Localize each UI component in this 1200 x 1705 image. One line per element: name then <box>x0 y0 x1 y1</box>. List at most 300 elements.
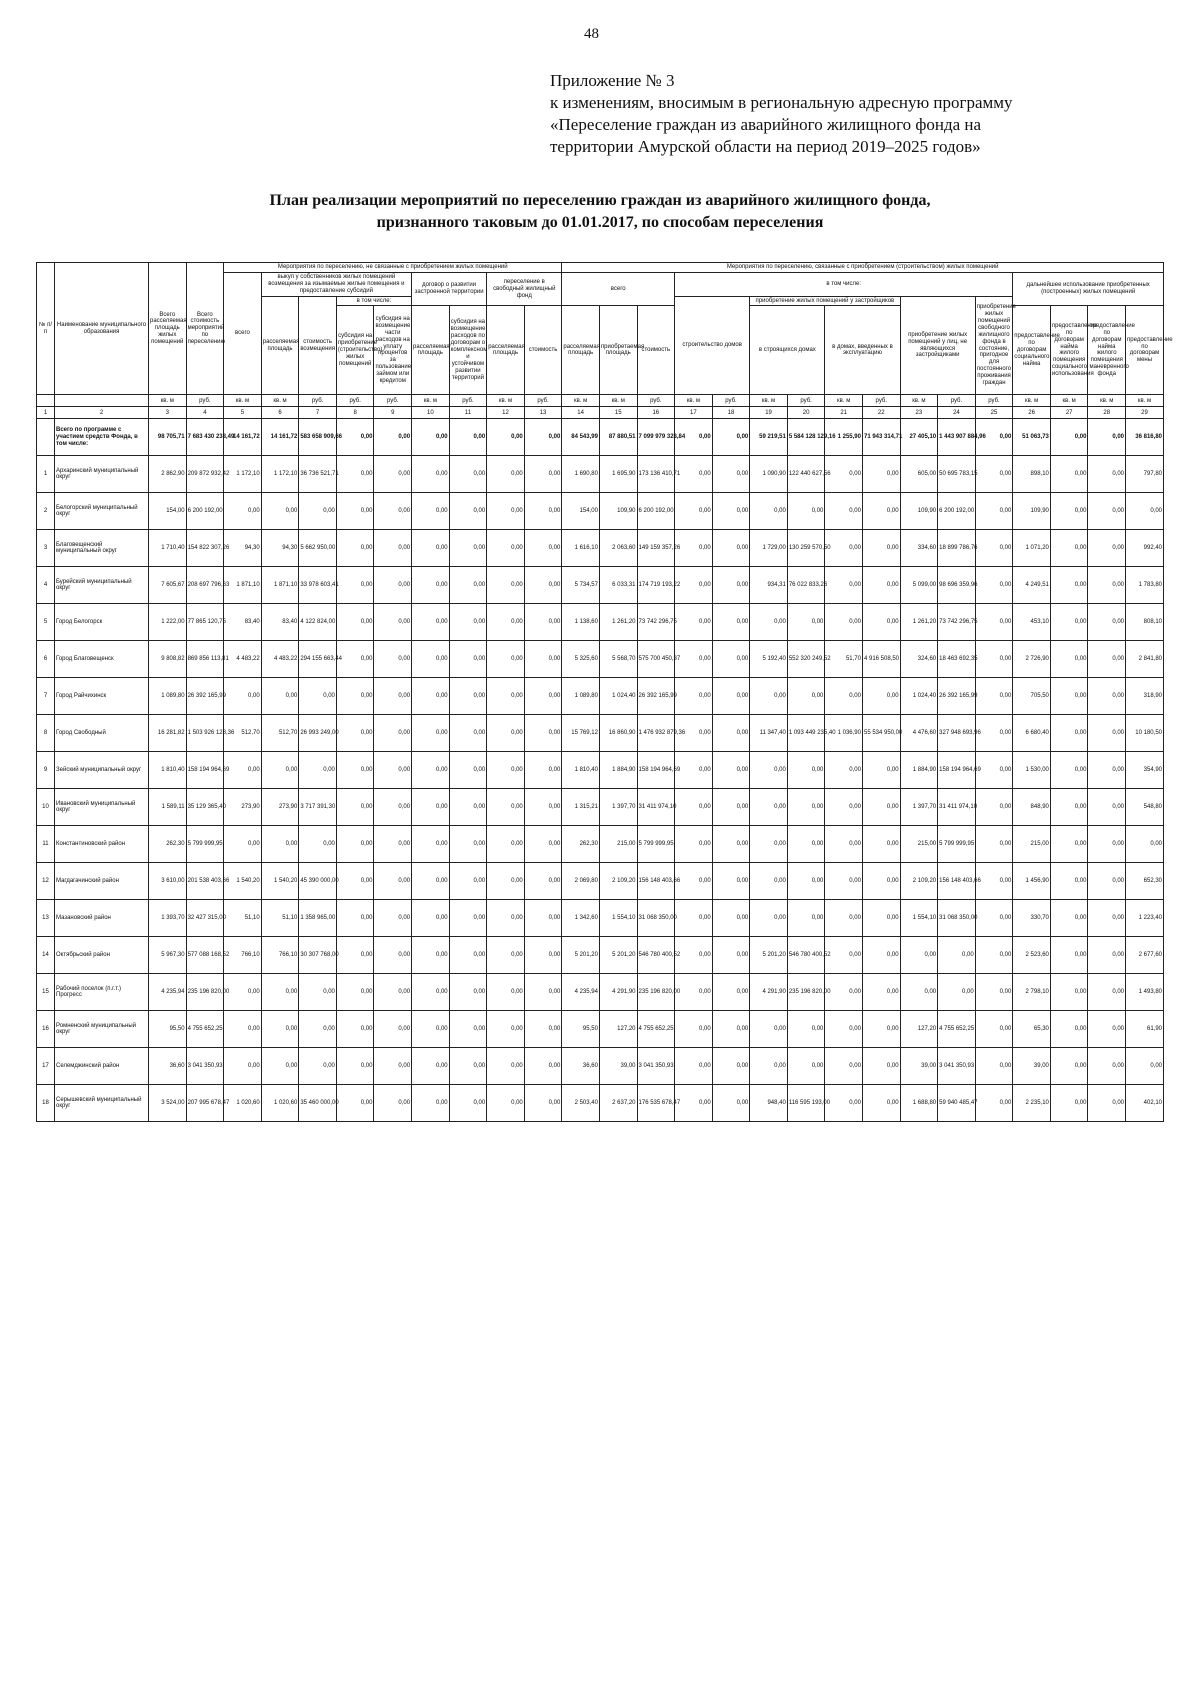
table-cell: 0,00 <box>675 752 713 789</box>
table-cell: 766,10 <box>261 937 299 974</box>
table-cell: 7 099 979 328,84 <box>637 419 675 456</box>
col-commercial-social: предоставление по договорам найма жилого помещения социального использования <box>1050 306 1088 395</box>
table-cell: 36 816,80 <box>1126 419 1164 456</box>
column-number-cell: 13 <box>524 407 562 419</box>
header-group-not-related: Мероприятия по переселению, не связанные с приобретением жилых помещений <box>224 263 562 273</box>
table-cell: 0,00 <box>675 1011 713 1048</box>
unit-cell: кв. м <box>1050 395 1088 407</box>
unit-cell: руб. <box>975 395 1013 407</box>
plan-title <box>50 190 1150 233</box>
units-row <box>37 395 1164 407</box>
table-cell: 0,00 <box>299 974 337 1011</box>
table-cell: 2 841,80 <box>1126 641 1164 678</box>
table-cell: 0,00 <box>900 937 938 974</box>
table-row <box>37 937 1164 974</box>
header-total-area: Всего расселяемая площадь жилых помещений <box>149 263 187 395</box>
column-number-cell: 1 <box>37 407 55 419</box>
appendix-line: «Переселение граждан из аварийного жилищного фонда на <box>550 115 982 135</box>
table-cell: 1 456,90 <box>1013 863 1051 900</box>
table-cell: 0,00 <box>1088 419 1126 456</box>
municipality-name: Благовещенский муниципальный округ <box>55 530 149 567</box>
col-subsidy-purchase: субсидия на приобретение (строительство) жилых помещений <box>336 306 374 395</box>
table-cell: 0,00 <box>1050 937 1088 974</box>
table-cell: 149 159 357,26 <box>637 530 675 567</box>
table-cell: 0,00 <box>1050 900 1088 937</box>
table-cell: 1 397,70 <box>599 789 637 826</box>
table-cell: 0,00 <box>675 493 713 530</box>
table-cell: 0,00 <box>336 1048 374 1085</box>
table-cell: 1 554,10 <box>900 900 938 937</box>
table-cell: 6 200 192,00 <box>186 493 224 530</box>
row-number: 7 <box>37 678 55 715</box>
table-cell: 0,00 <box>374 1011 412 1048</box>
table-cell: 32 427 315,00 <box>186 900 224 937</box>
table-cell: 0,00 <box>412 419 450 456</box>
table-cell: 4 291,90 <box>750 974 788 1011</box>
header-vsego-related: всего <box>562 272 675 306</box>
table-cell: 0,00 <box>675 530 713 567</box>
table-cell: 0,00 <box>787 752 825 789</box>
table-cell: 0,00 <box>862 789 900 826</box>
table-cell: 5 967,30 <box>149 937 187 974</box>
table-cell: 0,00 <box>1050 641 1088 678</box>
table-cell: 0,00 <box>975 567 1013 604</box>
table-cell: 0,00 <box>712 530 750 567</box>
table-cell: 546 780 400,52 <box>637 937 675 974</box>
table-cell: 0,00 <box>1088 678 1126 715</box>
table-cell: 26 993 249,00 <box>299 715 337 752</box>
col-sale: предоставление по договорам мены <box>1126 306 1164 395</box>
row-number: 3 <box>37 530 55 567</box>
table-cell: 0,00 <box>449 641 487 678</box>
table-cell: 4 235,94 <box>149 974 187 1011</box>
table-cell: 273,90 <box>261 789 299 826</box>
table-cell: 0,00 <box>336 863 374 900</box>
table-cell: 7 605,67 <box>149 567 187 604</box>
table-cell: 2 503,40 <box>562 1085 600 1122</box>
table-cell: 0,00 <box>412 937 450 974</box>
row-number <box>37 419 55 456</box>
table-cell: 1 024,40 <box>599 678 637 715</box>
table-row-total <box>37 419 1164 456</box>
table-cell: 176 535 678,47 <box>637 1085 675 1122</box>
table-cell: 1 540,20 <box>261 863 299 900</box>
municipality-name: Ивановский муниципальный округ <box>55 789 149 826</box>
table-cell: 0,00 <box>449 1085 487 1122</box>
column-number-cell: 9 <box>374 407 412 419</box>
table-cell: 1 530,00 <box>1013 752 1051 789</box>
table-cell: 3 717 391,30 <box>299 789 337 826</box>
table-cell: 0,00 <box>825 1048 863 1085</box>
table-cell: 215,00 <box>900 826 938 863</box>
appendix-line: к изменениям, вносимым в региональную адресную программу <box>550 93 1013 113</box>
table-cell: 4 483,22 <box>224 641 262 678</box>
table-cell: 3 041 350,93 <box>637 1048 675 1085</box>
table-cell: 0,00 <box>487 752 525 789</box>
table-cell: 0,00 <box>750 863 788 900</box>
table-cell: 0,00 <box>487 937 525 974</box>
table-cell: 0,00 <box>712 456 750 493</box>
table-cell: 98 696 359,96 <box>938 567 976 604</box>
unit-cell: кв. м <box>750 395 788 407</box>
table-cell: 0,00 <box>975 456 1013 493</box>
table-cell: 0,00 <box>487 641 525 678</box>
header-in-operation: в домах, введенных в эксплуатацию <box>825 306 900 395</box>
municipality-name: Зейский муниципальный округ <box>55 752 149 789</box>
table-cell: 0,00 <box>412 826 450 863</box>
table-cell: 4 755 652,25 <box>938 1011 976 1048</box>
table-cell: 0,00 <box>675 937 713 974</box>
table-row <box>37 604 1164 641</box>
unit-cell: руб. <box>374 395 412 407</box>
table-cell: 992,40 <box>1126 530 1164 567</box>
table-cell: 0,00 <box>412 789 450 826</box>
table-cell: 1 261,20 <box>900 604 938 641</box>
appendix-line: территории Амурской области на период 2019–2025 годов» <box>550 137 981 157</box>
unit-cell: руб. <box>938 395 976 407</box>
table-cell: 0,00 <box>449 715 487 752</box>
table-cell: 1 089,80 <box>149 678 187 715</box>
table-cell: 215,00 <box>599 826 637 863</box>
header-in-construction: в строящихся домах <box>750 306 825 395</box>
column-number-cell: 14 <box>562 407 600 419</box>
table-cell: 0,00 <box>261 826 299 863</box>
table-cell: 158 194 964,69 <box>938 752 976 789</box>
table-cell: 0,00 <box>712 937 750 974</box>
table-cell: 0,00 <box>862 678 900 715</box>
col-resettled-area: расселяемая площадь <box>261 296 299 395</box>
table-cell: 0,00 <box>862 1085 900 1122</box>
table-cell: 0,00 <box>712 863 750 900</box>
municipality-name: Город Благовещенск <box>55 641 149 678</box>
table-cell: 0,00 <box>261 678 299 715</box>
table-cell: 87 880,51 <box>599 419 637 456</box>
table-cell: 0,00 <box>336 678 374 715</box>
table-cell: 0,00 <box>1050 1085 1088 1122</box>
table-cell: 0,00 <box>712 1085 750 1122</box>
table-cell: 0,00 <box>412 493 450 530</box>
table-cell: 705,50 <box>1013 678 1051 715</box>
table-cell: 1 493,80 <box>1126 974 1164 1011</box>
table-cell: 83,40 <box>224 604 262 641</box>
table-cell: 0,00 <box>374 604 412 641</box>
table-cell: 0,00 <box>412 456 450 493</box>
table-cell: 0,00 <box>750 789 788 826</box>
table-cell: 0,00 <box>787 1048 825 1085</box>
table-cell: 327 948 693,96 <box>938 715 976 752</box>
table-cell: 0,00 <box>449 1011 487 1048</box>
row-number: 16 <box>37 1011 55 1048</box>
table-cell: 6 200 192,00 <box>637 493 675 530</box>
column-number-cell: 3 <box>149 407 187 419</box>
table-cell: 0,00 <box>336 641 374 678</box>
unit-cell: кв. м <box>1126 395 1164 407</box>
table-cell: 797,80 <box>1126 456 1164 493</box>
table-cell: 5 734,57 <box>562 567 600 604</box>
row-number: 1 <box>37 456 55 493</box>
table-cell: 652,30 <box>1126 863 1164 900</box>
table-cell: 1 172,10 <box>224 456 262 493</box>
table-cell: 3 041 350,93 <box>186 1048 224 1085</box>
table-cell: 0,00 <box>524 1085 562 1122</box>
table-cell: 0,00 <box>825 456 863 493</box>
table-cell: 605,00 <box>900 456 938 493</box>
table-cell: 934,31 <box>750 567 788 604</box>
table-row <box>37 493 1164 530</box>
column-number-cell: 19 <box>750 407 788 419</box>
table-cell: 0,00 <box>787 1011 825 1048</box>
column-number-cell: 12 <box>487 407 525 419</box>
table-cell: 0,00 <box>449 604 487 641</box>
table-cell: 5 325,60 <box>562 641 600 678</box>
table-cell: 0,00 <box>374 752 412 789</box>
column-number-cell: 11 <box>449 407 487 419</box>
table-cell: 154 822 307,26 <box>186 530 224 567</box>
table-cell: 0,00 <box>787 678 825 715</box>
column-number-cell: 24 <box>938 407 976 419</box>
table-cell: 0,00 <box>336 937 374 974</box>
table-cell: 2 063,60 <box>599 530 637 567</box>
table-cell: 1 397,70 <box>900 789 938 826</box>
table-cell: 1 783,80 <box>1126 567 1164 604</box>
table-cell: 0,00 <box>412 641 450 678</box>
column-numbers-row <box>37 407 1164 419</box>
table-cell: 0,00 <box>1050 974 1088 1011</box>
table-cell: 1 729,00 <box>750 530 788 567</box>
table-cell: 2 109,20 <box>900 863 938 900</box>
plan-table <box>36 262 1173 1122</box>
table-cell: 1 315,21 <box>562 789 600 826</box>
table-cell: 2 677,60 <box>1126 937 1164 974</box>
row-number: 13 <box>37 900 55 937</box>
table-cell: 0,00 <box>787 863 825 900</box>
header-development-contract: договор о развитии застроенной территории <box>412 272 487 306</box>
col-subsidy-payment: субсидия на возмещение части расходов на уплату процентов за пользование займом или кредитом <box>374 306 412 395</box>
table-cell: 0,00 <box>336 493 374 530</box>
table-cell: 14 161,72 <box>224 419 262 456</box>
table-cell: 2 862,90 <box>149 456 187 493</box>
table-cell: 3 610,00 <box>149 863 187 900</box>
table-cell: 0,00 <box>750 826 788 863</box>
table-cell: 6 680,40 <box>1013 715 1051 752</box>
table-cell: 16 860,90 <box>599 715 637 752</box>
table-cell: 0,00 <box>825 604 863 641</box>
column-number-cell: 20 <box>787 407 825 419</box>
table-cell: 0,00 <box>449 530 487 567</box>
unit-cell <box>37 395 55 407</box>
table-cell: 1 688,80 <box>900 1085 938 1122</box>
header-in-that-number-sub: в том числе: <box>336 296 411 306</box>
municipality-name: Город Свободный <box>55 715 149 752</box>
table-cell: 0,00 <box>825 1011 863 1048</box>
row-number: 14 <box>37 937 55 974</box>
column-number-cell: 16 <box>637 407 675 419</box>
table-cell: 55 534 950,00 <box>862 715 900 752</box>
table-cell: 94,30 <box>224 530 262 567</box>
table-cell: 0,00 <box>524 419 562 456</box>
table-cell: 0,00 <box>1050 863 1088 900</box>
column-number-cell: 21 <box>825 407 863 419</box>
column-number-cell: 2 <box>55 407 149 419</box>
table-cell: 1 222,00 <box>149 604 187 641</box>
table-cell: 0,00 <box>449 937 487 974</box>
table-cell: 0,00 <box>374 493 412 530</box>
col-total-acquired: приобретаемая площадь <box>599 306 637 395</box>
table-cell: 0,00 <box>1050 715 1088 752</box>
municipality-name: Город Райчихинск <box>55 678 149 715</box>
table-cell: 0,00 <box>336 974 374 1011</box>
unit-cell: руб. <box>449 395 487 407</box>
table-cell: 1 020,60 <box>224 1085 262 1122</box>
table-row <box>37 530 1164 567</box>
table-cell: 0,00 <box>336 604 374 641</box>
table-cell: 5 568,70 <box>599 641 637 678</box>
table-cell: 0,00 <box>675 1085 713 1122</box>
table-cell: 1 710,40 <box>149 530 187 567</box>
table-cell: 0,00 <box>1088 789 1126 826</box>
table-cell: 59 219,51 <box>750 419 788 456</box>
table-cell: 51,10 <box>261 900 299 937</box>
table-row <box>37 1085 1164 1122</box>
table-cell: 0,00 <box>412 974 450 1011</box>
row-number: 4 <box>37 567 55 604</box>
table-cell: 0,00 <box>374 678 412 715</box>
table-cell: 0,00 <box>524 530 562 567</box>
table-cell: 0,00 <box>1088 826 1126 863</box>
column-number-cell: 18 <box>712 407 750 419</box>
table-cell: 0,00 <box>336 900 374 937</box>
table-cell: 1 093 449 235,40 <box>787 715 825 752</box>
table-cell: 27 405,10 <box>900 419 938 456</box>
table-cell: 1 884,90 <box>900 752 938 789</box>
table-cell: 0,00 <box>412 678 450 715</box>
table-cell: 35 129 365,40 <box>186 789 224 826</box>
table-cell: 0,00 <box>975 604 1013 641</box>
table-cell: 0,00 <box>975 419 1013 456</box>
table-cell: 1 589,11 <box>149 789 187 826</box>
table-cell: 0,00 <box>449 863 487 900</box>
table-cell: 1 554,10 <box>599 900 637 937</box>
table-cell: 2 109,20 <box>599 863 637 900</box>
table-cell: 156 148 403,66 <box>938 863 976 900</box>
table-cell: 0,00 <box>1126 493 1164 530</box>
table-cell: 5 799 999,95 <box>938 826 976 863</box>
header-free-fund: переселение в свободный жилищный фонд <box>487 272 562 306</box>
table-cell: 1 090,90 <box>750 456 788 493</box>
table-cell: 0,00 <box>1050 493 1088 530</box>
column-number-cell: 26 <box>1013 407 1051 419</box>
unit-cell: руб. <box>299 395 337 407</box>
table-cell: 235 196 820,00 <box>787 974 825 1011</box>
table-cell: 0,00 <box>825 900 863 937</box>
table-cell: 948,40 <box>750 1085 788 1122</box>
table-cell: 0,00 <box>524 789 562 826</box>
table-cell: 1 476 932 879,36 <box>637 715 675 752</box>
column-number-cell: 15 <box>599 407 637 419</box>
table-cell: 5 799 999,95 <box>637 826 675 863</box>
table-cell: 39,00 <box>900 1048 938 1085</box>
appendix-header <box>550 70 1110 158</box>
table-cell: 83,40 <box>261 604 299 641</box>
table-cell: 0,00 <box>938 974 976 1011</box>
table-cell: 5 201,20 <box>750 937 788 974</box>
table-cell: 65,30 <box>1013 1011 1051 1048</box>
municipality-name: Архаринский муниципальный округ <box>55 456 149 493</box>
table-cell: 0,00 <box>487 604 525 641</box>
table-cell: 0,00 <box>412 1011 450 1048</box>
table-cell: 4 122 824,00 <box>299 604 337 641</box>
table-cell: 0,00 <box>1088 974 1126 1011</box>
table-cell: 0,00 <box>750 678 788 715</box>
table-cell: 0,00 <box>825 863 863 900</box>
table-cell: 0,00 <box>224 974 262 1011</box>
table-cell: 0,00 <box>975 1011 1013 1048</box>
table-cell: 294 155 663,44 <box>299 641 337 678</box>
table-cell: 0,00 <box>449 826 487 863</box>
table-cell: 0,00 <box>712 1011 750 1048</box>
col-social: предоставление по договорам социального найма <box>1013 306 1051 395</box>
table-cell: 0,00 <box>675 715 713 752</box>
table-cell: 0,00 <box>412 567 450 604</box>
table-row <box>37 974 1164 1011</box>
table-cell: 201 538 403,66 <box>186 863 224 900</box>
header-purchase-from-developers: приобретение жилых помещений у застройщиков <box>750 296 900 306</box>
table-cell: 0,00 <box>1088 1011 1126 1048</box>
table-cell: 109,90 <box>599 493 637 530</box>
header-further-use: дальнейшее использование приобретенных (построенных) жилых помещений <box>1013 272 1164 306</box>
table-cell: 0,00 <box>712 678 750 715</box>
table-cell: 0,00 <box>374 863 412 900</box>
table-cell: 1 255,90 <box>825 419 863 456</box>
table-cell: 0,00 <box>787 826 825 863</box>
municipality-name: Бурейский муниципальный округ <box>55 567 149 604</box>
table-cell: 16 281,82 <box>149 715 187 752</box>
table-cell: 0,00 <box>675 863 713 900</box>
table-cell: 0,00 <box>1050 567 1088 604</box>
table-cell: 2 726,90 <box>1013 641 1051 678</box>
column-number-cell: 4 <box>186 407 224 419</box>
table-cell: 0,00 <box>524 604 562 641</box>
table-cell: 0,00 <box>900 974 938 1011</box>
unit-cell: кв. м <box>412 395 450 407</box>
table-cell: 0,00 <box>261 1048 299 1085</box>
column-number-cell: 6 <box>261 407 299 419</box>
table-row <box>37 752 1164 789</box>
table-cell: 0,00 <box>336 530 374 567</box>
table-cell: 0,00 <box>975 678 1013 715</box>
header-purchase-free: приобретение жилых помещений свободного жилищного фонда в состояние, пригодное для постоянного проживания граждан <box>975 296 1013 395</box>
table-cell: 0,00 <box>1050 604 1088 641</box>
table-cell: 5 201,20 <box>599 937 637 974</box>
table-cell: 0,00 <box>412 863 450 900</box>
col-total-cost: стоимость <box>637 306 675 395</box>
table-cell: 4 755 652,25 <box>186 1011 224 1048</box>
table-cell: 0,00 <box>449 974 487 1011</box>
table-cell: 0,00 <box>1050 419 1088 456</box>
table-cell: 0,00 <box>675 900 713 937</box>
table-cell: 0,00 <box>524 1048 562 1085</box>
table-cell: 1 036,90 <box>825 715 863 752</box>
table-cell: 0,00 <box>1050 789 1088 826</box>
table-row <box>37 456 1164 493</box>
table-cell: 0,00 <box>1126 1048 1164 1085</box>
table-cell: 0,00 <box>862 456 900 493</box>
table-cell: 73 742 296,75 <box>637 604 675 641</box>
table-cell: 1 138,60 <box>562 604 600 641</box>
table-cell: 0,00 <box>336 567 374 604</box>
table-cell: 0,00 <box>712 752 750 789</box>
table-cell: 869 856 113,81 <box>186 641 224 678</box>
